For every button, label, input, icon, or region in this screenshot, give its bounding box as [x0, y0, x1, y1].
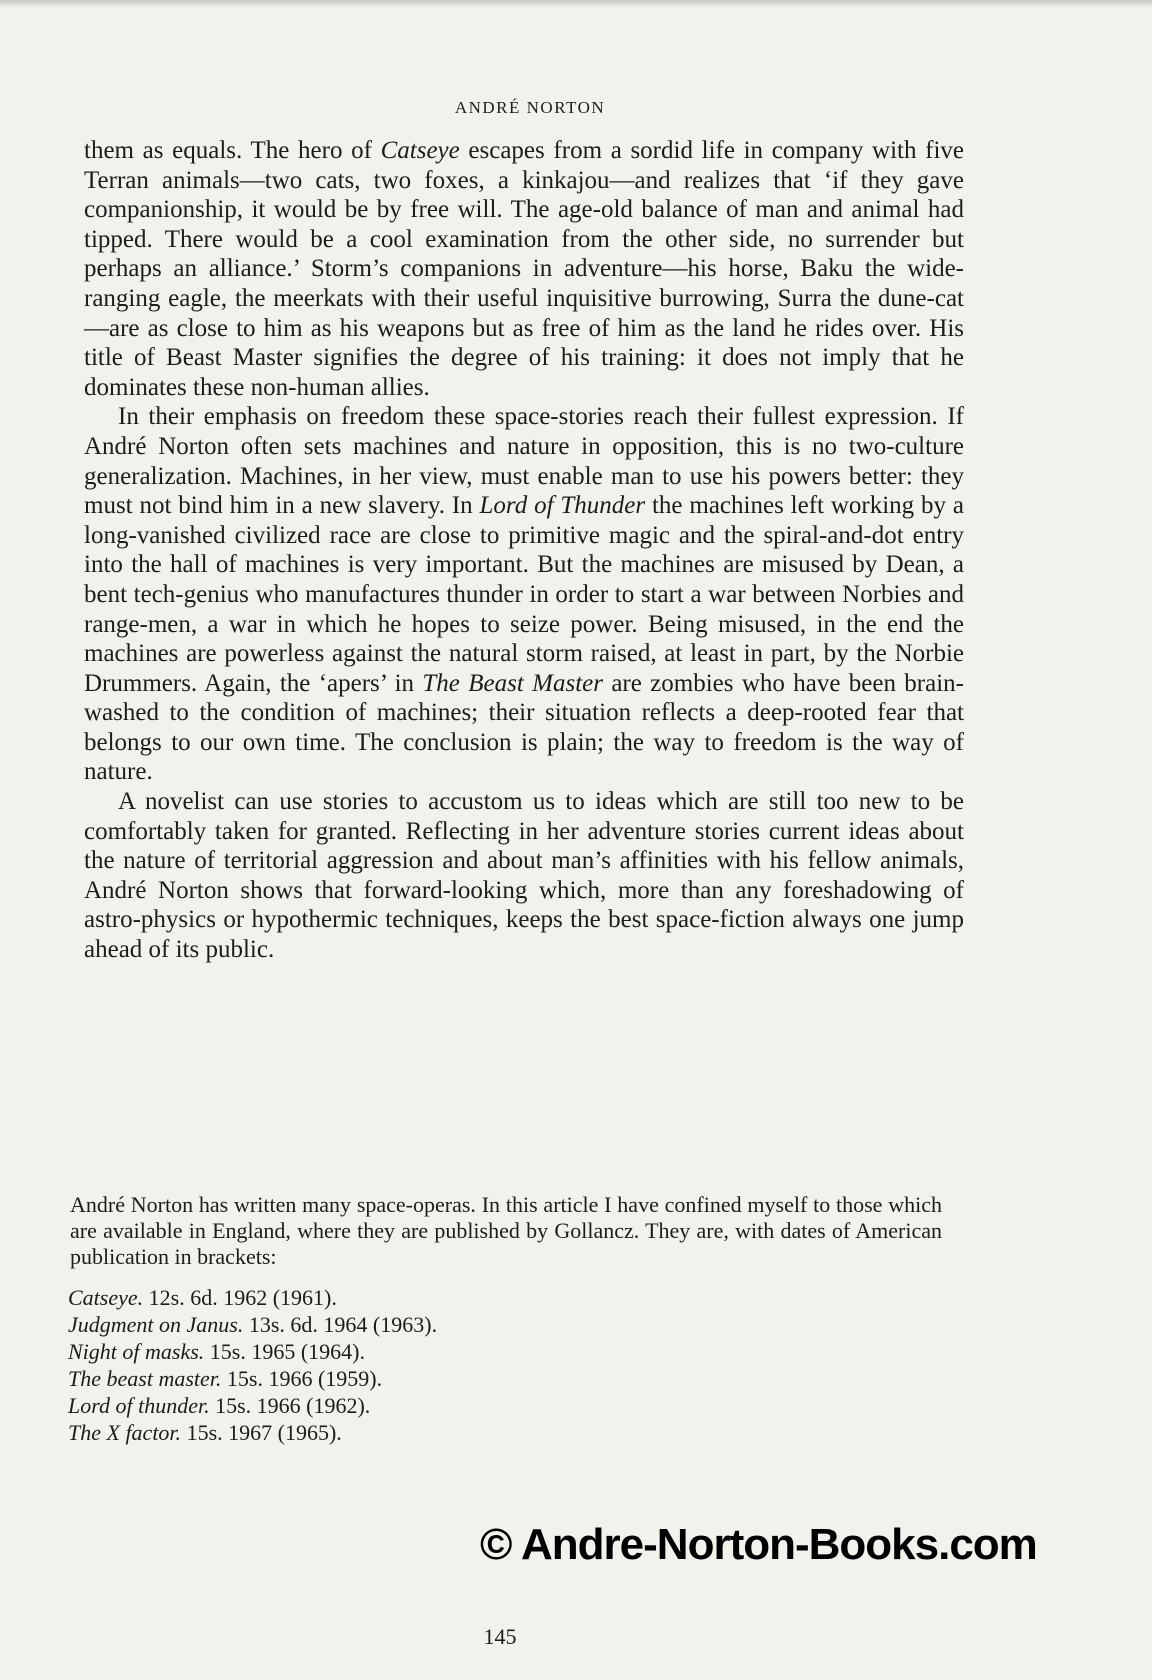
list-item [68, 1365, 668, 1392]
page-edge [0, 0, 1152, 8]
book-title-beast-master: The Beast Master [422, 669, 603, 697]
paragraph-3-text-1: A novelist can use stories to accustom us to ideas which are still too new to be comfortably taken for granted. Reflecting in her adventure stories current ideas about the nature of territorial aggression and about man’s affinities with his fellow animals, André Norton shows that forward-looking which, more than any foreshadowing of astro-physics or hypothermic techniques, keeps the best space-fiction always one jump ahead of its public. [84, 788, 964, 964]
paragraph-1-text-1: them as equals. The hero of [84, 137, 381, 164]
book-list-title: Lord of thunder. [68, 1393, 210, 1418]
copyright-watermark: © Andre-Norton-Books.com [480, 1520, 1037, 1569]
book-list-title: Catseye. [68, 1285, 144, 1310]
note-text: André Norton has written many space-operas. In this article I have confined myself to those which are available in England, where they are published by Gollancz. They are, with dates of American publication in brackets: [70, 1192, 942, 1269]
book-list-details: 13s. 6d. 1964 (1963). [243, 1312, 438, 1337]
paragraph-1-text-2: escapes from a sordid life in company with five Terran animals—two cats, two foxes, a kinkajou—and realizes that ‘if they gave companionship, it would be by free will. The age-old balance of man and animal had tipped. There would be a cool examination from the other side, no surrender but perhaps an alliance.’ Storm’s companions in adventure—his horse, Baku the wide-ranging eagle, the meerkats with their useful inquisitive burrowing, Surra the dune-cat—are as close to him as his weapons but as free of him as the land he rides over. His title of Beast Master signifies the degree of his training: it does not imply that he dominates these non-human allies. [84, 137, 965, 401]
list-item [68, 1338, 668, 1365]
paragraph-2-text-2: the machines left working by a long-vanished civilized race are close to primitive magic and the spiral-and-dot entry into the hall of machines is very important. But the machines are misused by Dean, a bent tech-genius who manufactures thunder in order to start a war between Norbies and range-men, a war in which he hopes to seize power. Being misused, in the end the machines are powerless against the natural storm raised, at least in part, by the Norbie Drummers. Again, the ‘apers’ in [84, 492, 964, 697]
running-head: ANDRÉ NORTON [454, 98, 606, 117]
book-title-catseye: Catseye [380, 137, 460, 164]
list-item [68, 1311, 668, 1338]
article-body [84, 136, 964, 965]
book-list-title: Judgment on Janus. [68, 1312, 244, 1337]
paragraph-2-text-3: are zombies who have been brain-washed to the condition of machines; their situation reflects a deep-rooted fear that belongs to our own time. The conclusion is plain; the way to freedom is the way of nature. [84, 669, 965, 786]
paragraph-2 [84, 402, 964, 787]
paragraph-1 [84, 136, 964, 402]
book-list [68, 1284, 668, 1446]
book-list-details: 15s. 1966 (1962). [209, 1393, 371, 1418]
list-item [68, 1284, 668, 1311]
bibliography-note [70, 1192, 942, 1270]
book-list-details: 15s. 1967 (1965). [181, 1420, 342, 1445]
page-number: 145 [483, 1624, 517, 1649]
book-list-title: The X factor. [68, 1420, 182, 1445]
paragraph-2-text-1: In their emphasis on freedom these space-stories reach their fullest expression. If André Norton often sets machines and nature in opposition, this is no two-culture generalization. Machines, in her view, must enable man to use his powers better: they must not bind him in a new slavery. In [84, 403, 964, 520]
list-item [68, 1419, 668, 1446]
book-list-details: 12s. 6d. 1962 (1961). [143, 1285, 337, 1310]
book-title-lord-of-thunder: Lord of Thunder [479, 492, 646, 520]
book-list-details: 15s. 1966 (1959). [221, 1366, 383, 1391]
book-list-title: The beast master. [68, 1366, 222, 1391]
book-list-title: Night of masks. [68, 1339, 205, 1364]
book-list-details: 15s. 1965 (1964). [204, 1339, 366, 1364]
paragraph-3 [84, 787, 964, 965]
list-item [68, 1392, 668, 1419]
